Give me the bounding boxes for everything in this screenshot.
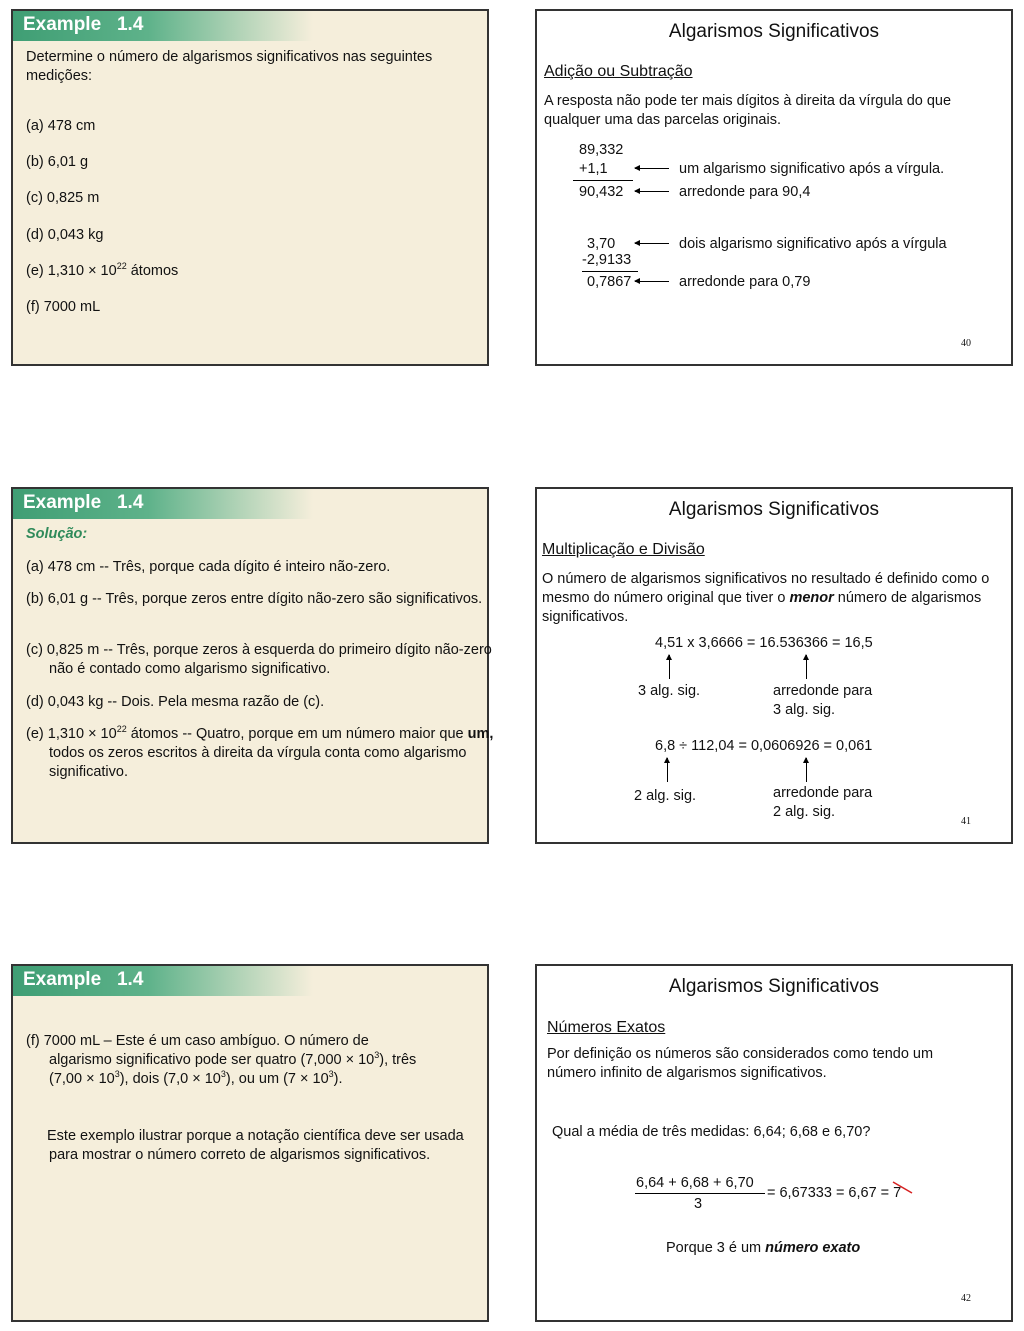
equation-1: 4,51 x 3,6666 = 16.536366 = 16,5	[655, 635, 873, 651]
item-a: (a) 478 cm	[26, 118, 96, 134]
item-e: (e) $1,310 \times 10^{22}$ átomos	[26, 261, 179, 279]
part-f-line-2: algarismo significativo pode ser quatro $(7,000 \times 10^3)$, três	[49, 1050, 417, 1068]
slide-title-bar	[13, 489, 313, 519]
item-f: (f) 7000 mL	[26, 299, 101, 315]
slide-addition-subtraction	[535, 9, 1013, 366]
conclusion-paragraph: Este exemplo ilustrar porque a notação científica deve ser usada para mostrar o número correto de algarismos significativos.	[47, 1128, 464, 1163]
arrow-left-icon	[635, 191, 669, 192]
slide-multiplication-division	[535, 487, 1013, 844]
ex1-a: 89,332	[579, 142, 624, 158]
item-d: (d) 0,043 kg	[26, 227, 104, 243]
slide-example-1-4-part-f	[11, 964, 489, 1322]
difference-line	[582, 271, 638, 272]
subtitle: Multiplicação e Divisão	[542, 541, 705, 558]
subtitle: Adição ou Subtração	[544, 63, 693, 80]
fraction-numerator: 6,64 + 6,68 + 6,70	[636, 1175, 754, 1191]
solution-e: (e) $1,310 \times 10^{22}$ átomos -- Quatro, porque em um número maior que um, todos os zeros escritos à direita da vírgula conta como algarismo significativo.	[26, 724, 494, 780]
average-result: = 6,67333 = 6,67 = 7	[767, 1185, 902, 1201]
eq1-right-label-1: arredonde para	[773, 683, 873, 699]
definition-text: Por definição os números são considerados como tendo um número infinito de algarismos significativos.	[547, 1046, 934, 1081]
page-number: 41	[961, 816, 971, 827]
item-c: (c) 0,825 m	[26, 190, 100, 206]
fraction-denominator: 3	[694, 1196, 703, 1212]
slide-example-1-4-question	[11, 9, 489, 366]
arrow-up-icon	[669, 655, 670, 679]
solution-a: (a) 478 cm -- Três, porque cada dígito é inteiro não-zero.	[26, 559, 391, 575]
ex2-note-result: arredonde para 0,79	[679, 274, 811, 290]
slide-exact-numbers	[535, 964, 1013, 1322]
arrow-left-icon	[635, 243, 669, 244]
slide-example-1-4-solution	[11, 487, 494, 844]
arrow-up-icon	[806, 758, 807, 782]
rule-text: A resposta não pode ter mais dígitos à direita da vírgula do que qualquer uma das parcelas originais.	[544, 93, 952, 128]
page-number: 42	[961, 1293, 971, 1304]
arrow-left-icon	[635, 168, 669, 169]
slide-title-bar	[13, 11, 313, 41]
ex2-result: 0,7867	[587, 274, 632, 290]
ex2-a: 3,70	[587, 236, 616, 252]
eq2-left-label: 2 alg. sig.	[634, 788, 697, 804]
ex1-b: +1,1	[579, 161, 608, 177]
question-text: Qual a média de três medidas: 6,64; 6,68 e 6,70?	[552, 1124, 871, 1140]
solution-b: (b) 6,01 g -- Três, porque zeros entre dígito não-zero são significativos.	[26, 591, 483, 607]
eq2-right-label-1: arredonde para	[773, 785, 873, 801]
slide-title: Algarismos Significativos	[668, 499, 880, 520]
slide-title: Algarismos Significativos	[668, 976, 880, 997]
part-f-line-3: $(7,00 \times 10^3)$, dois $(7,0 \times 10^3)$, ou um $(7 \times 10^3)$.	[49, 1069, 343, 1087]
exact-number-note: Porque 3 é um número exato	[666, 1240, 861, 1256]
sum-line	[573, 180, 633, 181]
ex2-b: -2,9133	[582, 252, 632, 268]
fraction-bar	[635, 1193, 765, 1194]
ex2-note-a: dois algarismo significativo após a vírgula	[679, 236, 947, 252]
arrow-up-icon	[806, 655, 807, 679]
slide-title: Example 1.4	[23, 14, 144, 35]
subtitle: Números Exatos	[547, 1019, 666, 1036]
solution-c: (c) 0,825 m -- Três, porque zeros à esquerda do primeiro dígito não-zero não é contado como algarismo significativo.	[26, 642, 492, 677]
page-number: 40	[961, 338, 971, 349]
slide-title: Example 1.4	[23, 492, 144, 513]
slide-title: Example 1.4	[23, 969, 144, 990]
ex1-result: 90,432	[579, 184, 624, 200]
eq2-right-label-2: 2 alg. sig.	[773, 804, 836, 820]
arrow-left-icon	[635, 281, 669, 282]
arrow-up-icon	[667, 758, 668, 782]
solution-d: (d) 0,043 kg -- Dois. Pela mesma razão de (c).	[26, 694, 325, 710]
intro-text: Determine o número de algarismos significativos nas seguintes medições:	[26, 49, 433, 84]
ex1-note-b: um algarismo significativo após a vírgula.	[679, 161, 945, 177]
item-b: (b) 6,01 g	[26, 154, 89, 170]
ex1-note-result: arredonde para 90,4	[679, 184, 811, 200]
strikethrough-mark-icon	[892, 1180, 914, 1196]
eq1-left-label: 3 alg. sig.	[638, 683, 701, 699]
part-f-line-1: (f) 7000 mL – Este é um caso ambíguo. O número de	[26, 1033, 369, 1049]
slide-title-bar	[13, 966, 313, 996]
slide-title: Algarismos Significativos	[668, 21, 880, 42]
rule-text: O número de algarismos significativos no resultado é definido como o mesmo do número original que tiver o menor número de algarismos significativos.	[542, 571, 990, 625]
solution-label: Solução:	[26, 526, 88, 542]
eq1-right-label-2: 3 alg. sig.	[773, 702, 836, 718]
equation-2: 6,8 ÷ 112,04 = 0,0606926 = 0,061	[655, 738, 873, 754]
